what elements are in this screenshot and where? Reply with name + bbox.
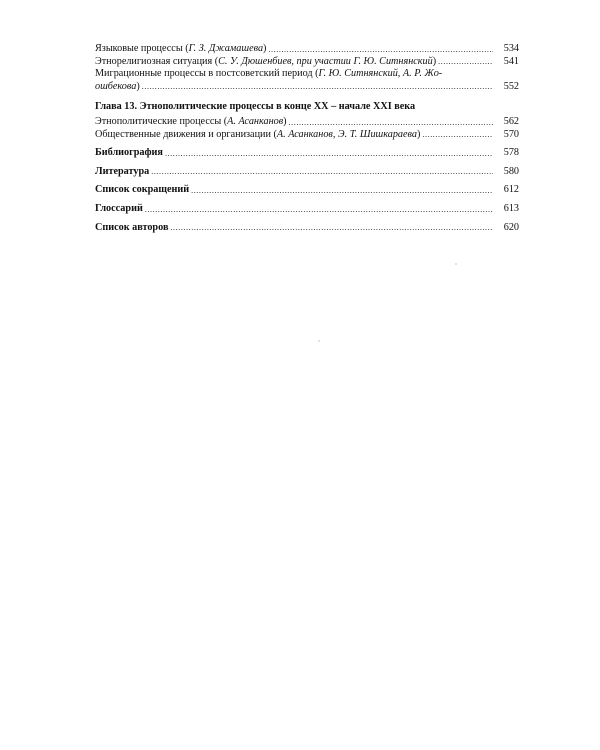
toc-entry-title: Этнорелигиозная ситуация (С. У. Дюшенбиев, при участии Г. Ю. Ситнянский) [95,55,437,67]
dot-leader [170,222,493,234]
toc-entry-ethnopolitical-processes[interactable] [95,116,519,129]
toc-entry-author: А. Асанканов, Э. Т. Шишкараева [276,128,417,140]
dot-leader [422,129,493,141]
toc-entry-title: Список авторов [95,221,169,233]
toc-entry-ethnoreligious-situation[interactable] [95,56,519,69]
toc-entry-author: Г. Ю. Ситнянский, А. Р. Жо- [318,68,443,80]
toc-entry-author: С. У. Дюшенбиев, при участии Г. Ю. Ситнянский [218,55,433,67]
toc-page-number: 578 [503,147,519,159]
toc-page-number: 541 [503,55,519,67]
toc-page-number: 534 [503,43,519,54]
toc-entry-title: Библиография [95,147,163,159]
toc-entry-title: Общественные движения и организации (А. Асанканов, Э. Т. Шишкараева) [95,128,421,140]
toc-page-number: 620 [503,221,519,233]
toc-entry-title: Список сокращений [95,184,190,196]
scan-speck [318,340,320,342]
toc-page-number: 562 [503,115,519,127]
toc-page-number: 613 [503,202,519,214]
toc-entry-public-movements[interactable] [95,129,519,142]
toc-entry-title: Литература [95,165,150,177]
toc-entry-bibliography[interactable] [95,147,519,160]
toc-entry-language-processes[interactable] [95,43,519,56]
toc-entry-author: Г. З. Джамашева [188,43,264,54]
toc-page-number: 612 [503,184,519,196]
toc-entry-glossary[interactable] [95,203,519,216]
dot-leader [151,166,493,178]
dot-leader [289,117,493,129]
toc-entry-literature[interactable] [95,166,519,179]
toc-page-number: 570 [503,128,519,140]
scan-speck [455,263,457,265]
dot-leader [142,81,493,93]
chapter-13-heading[interactable]: Глава 13. Этнополитические процессы в конце XX – начале XXI века [95,101,416,113]
table-of-contents [95,43,519,234]
toc-entry-abbreviations[interactable] [95,184,519,197]
toc-entry-author: А. Асанканов [227,115,284,127]
toc-entry-title: Языковые процессы (Г. З. Джамашева) [95,43,267,54]
dot-leader [191,185,493,197]
dot-leader [165,148,493,160]
dot-leader [438,56,493,68]
toc-page-number: 580 [503,165,519,177]
toc-entry-title-line1: Миграционные процессы в постсоветский период (Г. Ю. Ситнянский, А. Р. Жо- [95,68,443,80]
dot-leader [268,44,493,56]
toc-entry-title: Глоссарий [95,202,143,214]
toc-entry-authors-list[interactable] [95,222,519,235]
toc-page-number: 552 [503,80,519,92]
toc-entry-title: Этнополитические процессы (А. Асанканов) [95,115,287,127]
dot-leader [145,204,493,216]
toc-entry-migration-processes[interactable] [95,68,519,93]
toc-entry-title-line2: ошбекова) [95,80,140,92]
